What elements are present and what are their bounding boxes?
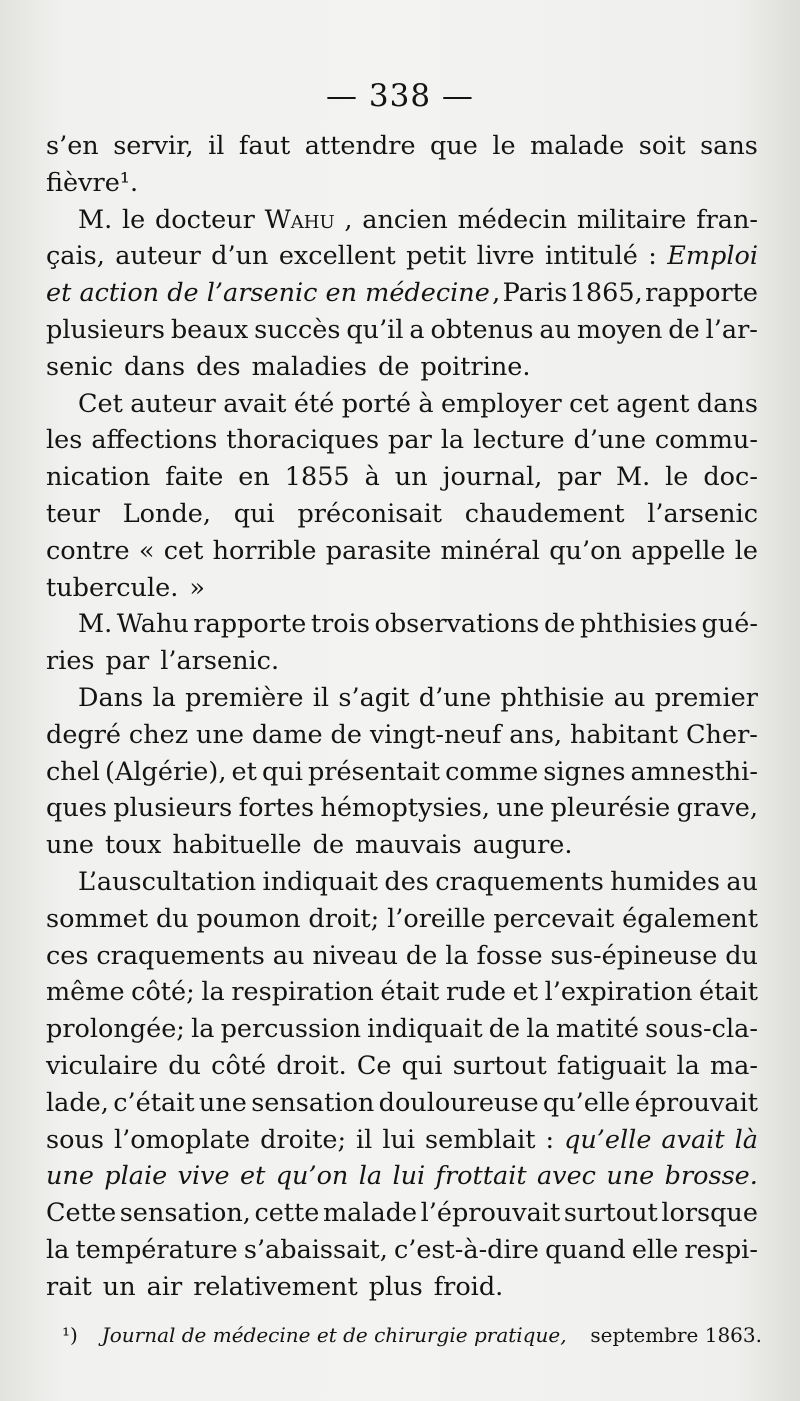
word: amnesthi- bbox=[630, 756, 758, 787]
word: habituelle bbox=[172, 830, 302, 861]
word: percevait bbox=[493, 903, 615, 934]
word: que bbox=[430, 131, 478, 161]
word: L’auscultation bbox=[78, 866, 257, 897]
word: des bbox=[384, 866, 429, 897]
word: c’était bbox=[113, 1087, 195, 1118]
word: s’en bbox=[46, 131, 99, 161]
word: Londe, bbox=[122, 498, 211, 529]
word: (Algérie), bbox=[105, 756, 227, 787]
word: respiration bbox=[231, 977, 374, 1008]
word: percussion bbox=[220, 1014, 361, 1045]
word: appelle bbox=[631, 535, 726, 566]
word: fosse bbox=[476, 940, 543, 971]
word: droit. bbox=[276, 1050, 347, 1081]
word: de bbox=[330, 719, 362, 750]
word: de bbox=[543, 609, 576, 640]
word: le bbox=[734, 535, 758, 566]
word: dans bbox=[124, 351, 186, 382]
word: côté bbox=[211, 1050, 267, 1081]
word: porté bbox=[341, 388, 411, 419]
word: par bbox=[105, 646, 150, 677]
word: froid. bbox=[433, 1271, 504, 1302]
word: la bbox=[445, 940, 469, 971]
word: soit bbox=[638, 131, 686, 161]
word: l’arsenic bbox=[647, 498, 758, 529]
text-line bbox=[46, 643, 758, 680]
word: une bbox=[496, 793, 545, 824]
word: qu’on bbox=[275, 1161, 349, 1192]
word: 1865, bbox=[569, 278, 643, 309]
text-line bbox=[46, 570, 758, 607]
word: thoraciques bbox=[226, 425, 380, 456]
word: Dans bbox=[78, 682, 144, 713]
word: sensation, bbox=[119, 1198, 251, 1229]
word: lade, bbox=[46, 1087, 109, 1118]
word: obtenus bbox=[430, 314, 534, 345]
word: une bbox=[606, 1161, 655, 1192]
word: à bbox=[364, 462, 380, 493]
word: qui bbox=[233, 498, 275, 529]
word: docteur bbox=[154, 204, 255, 235]
word: plaie bbox=[104, 1161, 168, 1192]
word: cet bbox=[569, 388, 609, 419]
word: préconisait bbox=[297, 498, 442, 529]
word: à bbox=[418, 388, 434, 419]
text-line bbox=[46, 386, 758, 423]
word: tubercule. bbox=[46, 572, 179, 603]
word: par bbox=[557, 462, 602, 493]
word: mauvais bbox=[355, 830, 462, 861]
word: qu’on bbox=[549, 535, 622, 566]
word: dame bbox=[251, 719, 323, 750]
word: s’agit bbox=[338, 682, 410, 713]
text-line bbox=[46, 1195, 758, 1232]
word: la bbox=[526, 1014, 550, 1045]
word: était bbox=[380, 977, 440, 1008]
word: craquements bbox=[96, 940, 265, 971]
word: du bbox=[725, 940, 758, 971]
word: également bbox=[622, 903, 758, 934]
word: et bbox=[231, 756, 257, 787]
word: avec bbox=[536, 1161, 596, 1192]
word: , bbox=[344, 204, 353, 235]
text-line bbox=[46, 1232, 758, 1269]
word: douloureuse bbox=[378, 1087, 539, 1118]
word: maladies bbox=[251, 351, 368, 382]
text-line bbox=[46, 974, 758, 1011]
word: la bbox=[152, 682, 176, 713]
word: agent bbox=[616, 388, 690, 419]
word: les bbox=[46, 425, 83, 456]
word: faite bbox=[165, 462, 224, 493]
word: auteur bbox=[130, 388, 216, 419]
word: sus-épineuse bbox=[550, 940, 718, 971]
word: horrible bbox=[212, 535, 317, 566]
word: rapporte bbox=[193, 609, 307, 640]
word: du bbox=[155, 903, 189, 934]
word: « bbox=[138, 535, 155, 566]
word: : bbox=[545, 1124, 555, 1155]
word: livre bbox=[476, 241, 535, 272]
word: ancien bbox=[362, 204, 448, 235]
word: phthisie bbox=[500, 682, 605, 713]
word: cette bbox=[254, 1198, 320, 1229]
word: sans bbox=[700, 131, 758, 161]
word: , bbox=[492, 278, 501, 309]
word: une bbox=[198, 1087, 247, 1118]
word: ces bbox=[46, 940, 89, 971]
word: M. bbox=[78, 609, 113, 640]
text-line bbox=[46, 165, 758, 202]
word: malade bbox=[530, 131, 625, 161]
word: servir, bbox=[113, 131, 194, 161]
word: Cher- bbox=[686, 719, 758, 750]
word: Wahu bbox=[116, 609, 189, 640]
word: affections bbox=[91, 425, 218, 456]
word: il bbox=[208, 131, 225, 161]
word: comme bbox=[445, 756, 539, 787]
word: matité bbox=[555, 1014, 639, 1045]
word: doc- bbox=[703, 462, 758, 493]
word: habitant bbox=[569, 719, 679, 750]
word: l’omoplate bbox=[113, 1124, 251, 1155]
text-line bbox=[46, 275, 758, 312]
word: présentait bbox=[307, 756, 441, 787]
word: militaire bbox=[576, 204, 687, 235]
word: médecin bbox=[457, 204, 568, 235]
word: côté; bbox=[131, 977, 195, 1008]
word: ques bbox=[46, 793, 107, 824]
word: semblait bbox=[425, 1124, 536, 1155]
word: par bbox=[388, 425, 432, 456]
word: toux bbox=[104, 830, 162, 861]
text-line bbox=[46, 717, 758, 754]
text-line bbox=[46, 606, 758, 643]
word: éprouvait bbox=[634, 1087, 758, 1118]
word: intitulé bbox=[544, 241, 638, 272]
word: beaux bbox=[170, 314, 249, 345]
text-line bbox=[46, 1158, 758, 1195]
word: M. bbox=[78, 204, 113, 235]
word: poumon bbox=[196, 903, 301, 934]
word: qu’elle bbox=[564, 1124, 652, 1155]
word: fièvre¹. bbox=[46, 167, 139, 198]
word: lui bbox=[392, 1161, 426, 1192]
word: qu’elle bbox=[542, 1087, 631, 1118]
word: faut bbox=[238, 131, 291, 161]
word: plusieurs bbox=[46, 314, 165, 345]
word: une bbox=[46, 1161, 94, 1192]
word: du bbox=[168, 1050, 201, 1081]
word: succès bbox=[254, 314, 341, 345]
word: indiquait bbox=[367, 1014, 483, 1045]
word: nication bbox=[46, 462, 151, 493]
word: vingt-neuf bbox=[369, 719, 502, 750]
word: contre bbox=[46, 535, 130, 566]
word: qu’il bbox=[346, 314, 404, 345]
text-line bbox=[46, 864, 758, 901]
word: ma- bbox=[709, 1050, 758, 1081]
word: de bbox=[405, 940, 438, 971]
word: d’un bbox=[211, 241, 269, 272]
word: le bbox=[121, 204, 146, 235]
word: augure. bbox=[472, 830, 573, 861]
text-line bbox=[46, 1122, 758, 1159]
word: quand bbox=[545, 1234, 626, 1265]
word: Cet bbox=[78, 388, 123, 419]
word: indiquait bbox=[262, 866, 378, 897]
word: il bbox=[312, 682, 330, 713]
word: 1855 bbox=[284, 462, 350, 493]
word: sensation bbox=[251, 1087, 375, 1118]
word: au bbox=[539, 314, 572, 345]
word: surtout bbox=[452, 1050, 547, 1081]
word: craquements bbox=[435, 866, 604, 897]
text-line bbox=[46, 202, 758, 239]
text-line bbox=[46, 1011, 758, 1048]
word: la bbox=[191, 1014, 215, 1045]
word: l’arsenic. bbox=[160, 646, 280, 677]
word: air bbox=[146, 1271, 183, 1302]
word: sommet bbox=[46, 903, 149, 934]
word: qui bbox=[261, 756, 303, 787]
text-line bbox=[46, 754, 758, 791]
word: petit bbox=[406, 241, 467, 272]
word: c’est-à-dire bbox=[393, 1234, 539, 1265]
word: journal, bbox=[442, 462, 543, 493]
word: grave, bbox=[676, 793, 758, 824]
text-line bbox=[46, 1085, 758, 1122]
word: Wahu bbox=[264, 204, 335, 235]
word: gué- bbox=[701, 609, 758, 640]
word: senic bbox=[46, 351, 114, 382]
word: auteur bbox=[115, 241, 201, 272]
word: Paris bbox=[502, 278, 568, 309]
word: au bbox=[613, 682, 646, 713]
word: attendre bbox=[304, 131, 416, 161]
text-line bbox=[46, 422, 758, 459]
word: M. bbox=[615, 462, 651, 493]
word: niveau bbox=[312, 940, 399, 971]
text-line bbox=[46, 496, 758, 533]
word: respi- bbox=[684, 1234, 758, 1265]
word: chel bbox=[46, 756, 100, 787]
word: une bbox=[46, 830, 94, 861]
word: prolongée; bbox=[46, 1014, 185, 1045]
word: et action de l’arsenic en médecine bbox=[46, 278, 490, 309]
word: observations bbox=[374, 609, 540, 640]
text-line bbox=[46, 938, 758, 975]
word: lorsque bbox=[661, 1198, 758, 1229]
word: fatiguait bbox=[556, 1050, 667, 1081]
word: fran- bbox=[696, 204, 758, 235]
word: : bbox=[648, 241, 657, 272]
word: » bbox=[189, 572, 205, 603]
word: relativement bbox=[193, 1271, 358, 1302]
word: rude bbox=[445, 977, 507, 1008]
word: Ce bbox=[356, 1050, 392, 1081]
word: Cette bbox=[46, 1198, 117, 1229]
footnote-source: Journal de médecine et de chirurgie pratique, bbox=[101, 1323, 567, 1347]
word: teur bbox=[46, 498, 100, 529]
text-line bbox=[46, 680, 758, 717]
word: elle bbox=[631, 1234, 679, 1265]
text-line bbox=[46, 459, 758, 496]
word: plusieurs bbox=[113, 793, 233, 824]
word: Emploi bbox=[667, 241, 758, 272]
word: qui bbox=[401, 1050, 443, 1081]
word: s’abaissait, bbox=[243, 1234, 388, 1265]
word: lui bbox=[382, 1124, 416, 1155]
word: employer bbox=[440, 388, 562, 419]
word: surtout bbox=[563, 1198, 658, 1229]
word: hémoptysies, bbox=[320, 793, 490, 824]
text-line bbox=[46, 312, 758, 349]
word: était bbox=[699, 977, 758, 1008]
word: ries bbox=[46, 646, 95, 677]
word: fortes bbox=[238, 793, 315, 824]
word: et bbox=[240, 1161, 266, 1192]
word: la bbox=[201, 977, 225, 1008]
word: moyen bbox=[576, 314, 663, 345]
word: droite; bbox=[260, 1124, 347, 1155]
footnote bbox=[62, 1323, 762, 1347]
word: chaudement bbox=[464, 498, 625, 529]
text-line bbox=[46, 238, 758, 275]
word: frottait bbox=[435, 1161, 527, 1192]
word: degré bbox=[46, 719, 122, 750]
word: d’une bbox=[418, 682, 492, 713]
word: un bbox=[394, 462, 428, 493]
body-text bbox=[46, 128, 758, 1306]
word: excellent bbox=[278, 241, 396, 272]
word: l’éprouvait bbox=[420, 1198, 561, 1229]
word: l’ar- bbox=[705, 314, 758, 345]
word: l’expiration bbox=[544, 977, 693, 1008]
word: des bbox=[196, 351, 241, 382]
word: lecture bbox=[473, 425, 565, 456]
word: l’oreille bbox=[387, 903, 486, 934]
word: trois bbox=[310, 609, 370, 640]
text-line bbox=[46, 349, 758, 386]
word: parasite bbox=[325, 535, 432, 566]
word: vive bbox=[177, 1161, 230, 1192]
word: ans, bbox=[509, 719, 563, 750]
word: un bbox=[102, 1271, 136, 1302]
word: la bbox=[440, 425, 465, 456]
word: viculaire bbox=[46, 1050, 159, 1081]
word: de bbox=[488, 1014, 521, 1045]
word: çais, bbox=[46, 241, 105, 272]
word: la bbox=[358, 1161, 383, 1192]
word: malade bbox=[322, 1198, 418, 1229]
word: rait bbox=[46, 1271, 92, 1302]
word: sous bbox=[46, 1124, 104, 1155]
word: commu- bbox=[654, 425, 758, 456]
word: signes bbox=[543, 756, 626, 787]
word: de bbox=[378, 351, 410, 382]
word: avait bbox=[661, 1124, 725, 1155]
word: la bbox=[676, 1050, 700, 1081]
word: et bbox=[512, 977, 538, 1008]
word: température bbox=[75, 1234, 238, 1265]
word: été bbox=[293, 388, 335, 419]
text-line bbox=[46, 790, 758, 827]
word: au bbox=[726, 866, 758, 897]
text-line bbox=[46, 1048, 758, 1085]
text-line bbox=[46, 1269, 758, 1306]
word: poitrine. bbox=[420, 351, 531, 382]
word: là bbox=[734, 1124, 758, 1155]
word: cet bbox=[163, 535, 204, 566]
word: dans bbox=[696, 388, 758, 419]
word: la bbox=[46, 1234, 70, 1265]
word: plus bbox=[368, 1271, 423, 1302]
text-line bbox=[46, 533, 758, 570]
word: première bbox=[185, 682, 304, 713]
text-line bbox=[46, 128, 758, 165]
word: au bbox=[272, 940, 305, 971]
footnote-date: septembre 1863. bbox=[590, 1323, 762, 1347]
word: rapporte bbox=[645, 278, 758, 309]
word: d’une bbox=[573, 425, 646, 456]
word: en bbox=[238, 462, 270, 493]
word: brosse. bbox=[664, 1161, 758, 1192]
word: sous-cla- bbox=[645, 1014, 758, 1045]
word: phthisies bbox=[579, 609, 697, 640]
word: premier bbox=[654, 682, 758, 713]
word: droit; bbox=[308, 903, 380, 934]
word: humides bbox=[610, 866, 720, 897]
word: a bbox=[409, 314, 425, 345]
word: le bbox=[665, 462, 689, 493]
word: une bbox=[196, 719, 244, 750]
word: avait bbox=[223, 388, 287, 419]
page-number: — 338 — bbox=[326, 78, 474, 114]
word: pleurésie bbox=[550, 793, 671, 824]
word: de bbox=[312, 830, 345, 861]
word: le bbox=[492, 131, 516, 161]
text-line bbox=[46, 901, 758, 938]
text-line bbox=[46, 827, 758, 864]
word: même bbox=[46, 977, 125, 1008]
word: minéral bbox=[440, 535, 540, 566]
word: chez bbox=[128, 719, 189, 750]
footnote-marker: ¹) bbox=[62, 1323, 78, 1347]
word: de bbox=[668, 314, 700, 345]
word: il bbox=[356, 1124, 373, 1155]
